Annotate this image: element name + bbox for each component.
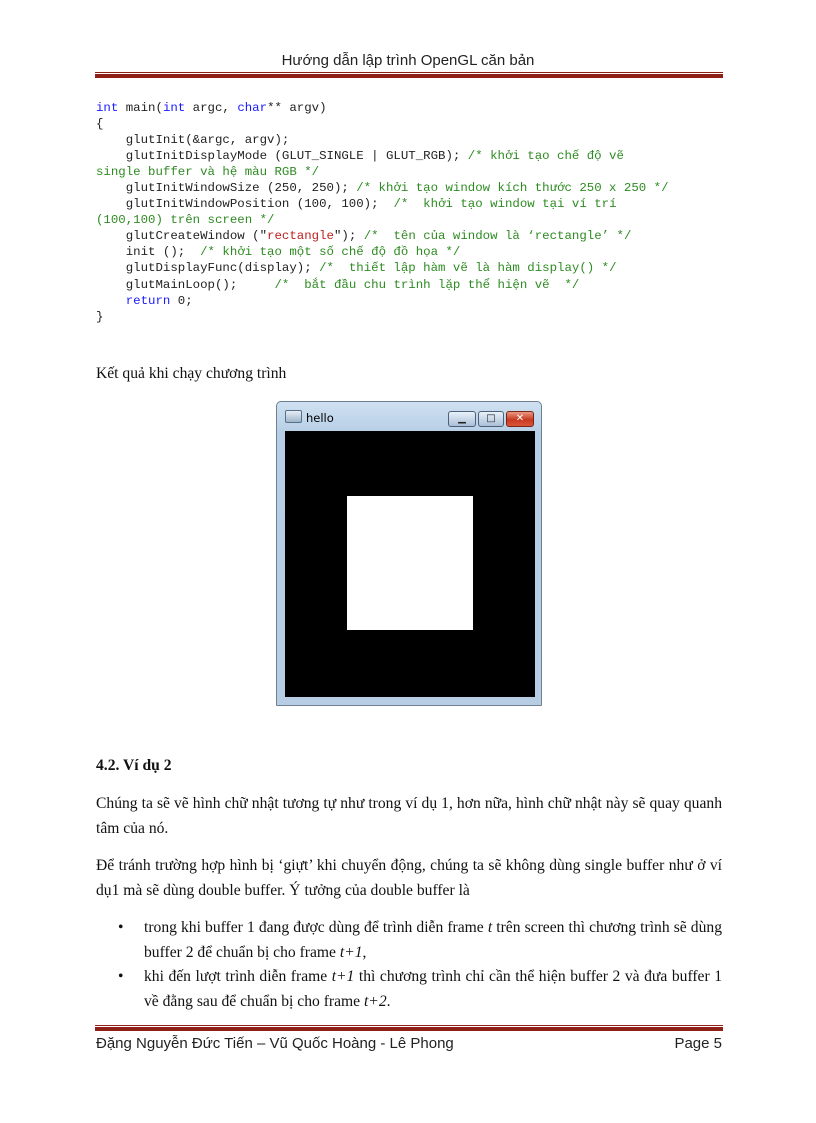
- code-line: glutDisplayFunc(display); /* thiết lập hàm vẽ là hàm display() */: [96, 261, 617, 276]
- minimize-icon: ▁: [448, 411, 476, 427]
- code-line: return 0;: [125, 293, 193, 308]
- white-rectangle: [347, 496, 473, 630]
- section-heading: 4.2. Ví dụ 2: [96, 757, 172, 774]
- glut-window-screenshot: [276, 401, 542, 706]
- code-line: glutInitWindowSize (250, 250); /* khởi tạo window kích thước 250 x 250 */: [96, 181, 669, 196]
- code-line: }: [96, 309, 104, 324]
- page-header-title: Hướng dẫn lập trình OpenGL căn bản: [281, 52, 535, 69]
- footer-authors: Đặng Nguyễn Đức Tiến – Vũ Quốc Hoàng - Lê Phong: [96, 1035, 454, 1052]
- footer-rule: [95, 1025, 723, 1031]
- paragraph-1: Chúng ta sẽ vẽ hình chữ nhật tương tự như trong ví dụ 1, hơn nữa, hình chữ nhật này sẽ quay quanh tâm của nó.: [96, 795, 722, 837]
- code-line: init (); /* khởi tạo một số chế độ đồ họa */: [96, 245, 461, 260]
- page-number: Page 5: [674, 1035, 722, 1052]
- header-rule: [95, 72, 723, 78]
- paragraph-2: Để tránh trường hợp hình bị ‘giựt’ khi chuyển động, chúng ta sẽ không dùng single buffer như ở ví dụ1 mà sẽ dùng double buffer. Ý tưởng của double buffer là: [96, 857, 722, 899]
- bullet-list: [96, 916, 722, 1014]
- bullet-item: • khi đến lượt trình diễn frame t+1 thì chương trình chỉ cần thể hiện buffer 2 và đưa buffer 1 về đằng sau để chuẩn bị cho frame t+2.: [96, 965, 722, 1014]
- window-client-area: [285, 431, 535, 697]
- code-line: (100,100) trên screen */: [96, 213, 275, 228]
- code-line: int main(int argc, char** argv): [96, 101, 327, 115]
- result-caption: Kết quả khi chạy chương trình: [96, 365, 287, 382]
- window-titlebar: [277, 402, 541, 431]
- code-line: glutMainLoop(); /* bắt đầu chu trình lặp thể hiện vẽ */: [96, 277, 580, 292]
- code-line: single buffer và hệ màu RGB */: [96, 165, 320, 180]
- bullet-dot-icon: •: [118, 919, 124, 936]
- maximize-icon: □: [478, 411, 504, 427]
- code-line: glutInitDisplayMode (GLUT_SINGLE | GLUT_RGB); /* khởi tạo chế độ vẽ: [96, 149, 624, 164]
- code-line: glutInit(&argc, argv);: [96, 133, 290, 148]
- bullet-dot-icon: •: [118, 968, 124, 985]
- app-window-icon: [285, 410, 302, 423]
- code-line: glutCreateWindow ("rectangle"); /* tên của window là ‘rectangle’ */: [96, 229, 632, 244]
- close-icon: ✕: [506, 411, 534, 427]
- code-line: glutInitWindowPosition (100, 100); /* khởi tạo window tại ví trí: [96, 197, 617, 212]
- window-title: hello: [306, 411, 334, 425]
- code-listing: [96, 100, 726, 325]
- bullet-item: • trong khi buffer 1 đang được dùng để trình diễn frame t trên screen thì chương trình sẽ dùng buffer 2 để chuẩn bị cho frame t+1,: [96, 916, 722, 965]
- code-line: {: [96, 117, 104, 132]
